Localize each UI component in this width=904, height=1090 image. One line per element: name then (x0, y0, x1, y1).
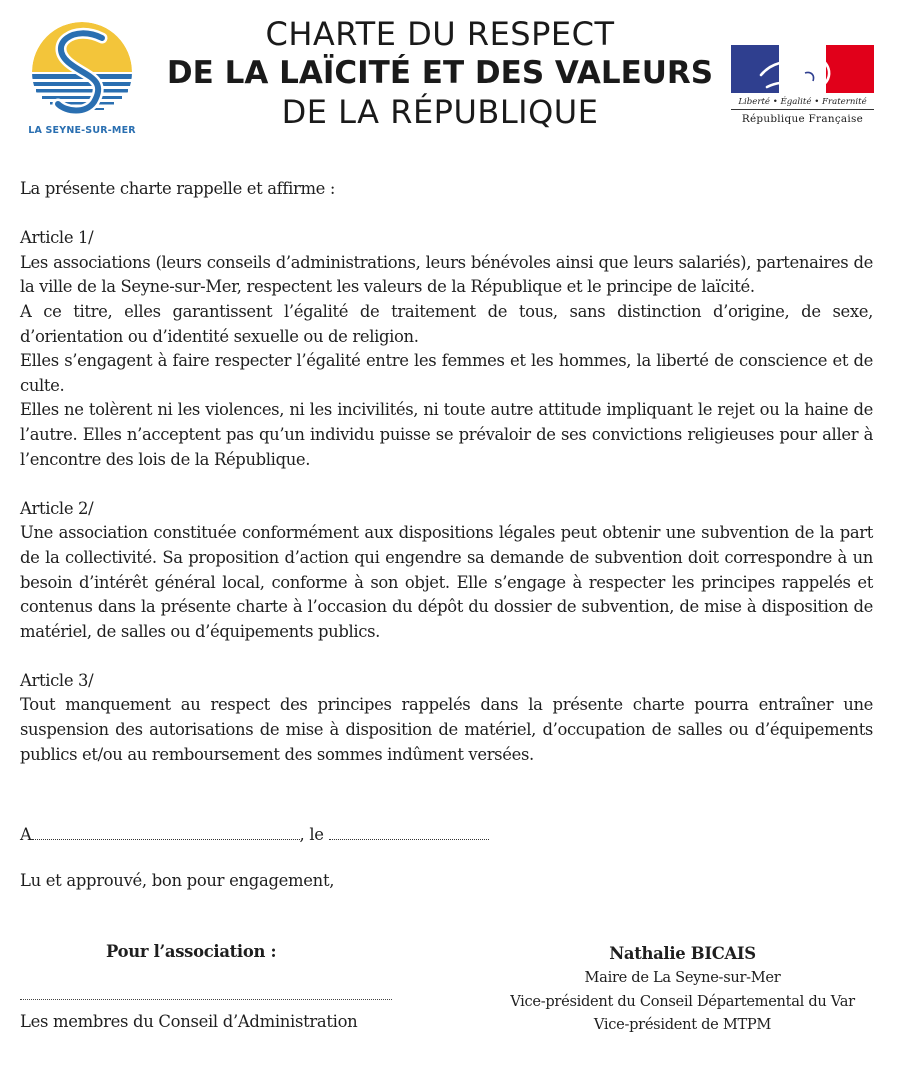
intro-text: La présente charte rappelle et affirme : (20, 179, 336, 198)
title-line-2: DE LA LAÏCITÉ ET DES VALEURS (166, 55, 714, 91)
place-prefix: A (20, 825, 32, 844)
article-2-paragraph: Une association constituée conformément aux dispositions légales peut obtenir une subvention de la part de la collectivité. Sa proposition d’action qui engendre sa demande de subvention doit correspondre à un besoin d’intérêt général local, conforme à son objet. Elle s’engage à respecter les principes rappelés et contenus dans la présente charte à l’occasion du dépôt du dossier de subvention, de mise à disposition de matériel, de salles ou d’équipements publics. (20, 523, 873, 641)
charter-body (20, 177, 873, 767)
document-title (160, 14, 720, 132)
article-1-paragraph: A ce titre, elles garantissent l’égalité de traitement de tous, sans distinction d’origine, de sexe, d’orientation ou d’identité sexuelle ou de religion. (20, 301, 873, 346)
association-signature-line[interactable] (20, 999, 392, 1000)
article-1-paragraph: Les associations (leurs conseils d’administrations, leurs bénévoles ainsi que leurs salariés), partenaires de la ville de la Seyne-sur-Mer, respectent les valeurs de la République et le principe de laïcité. (20, 252, 873, 297)
article-1-paragraph: Elles s’engagent à faire respecter l’égalité entre les femmes et les hommes, la liberté de conscience et de culte. (20, 351, 873, 395)
place-date-line (20, 823, 489, 844)
article-3-title: Article 3/ (20, 670, 94, 690)
la-seyne-logo-text: LA SEYNE-SUR-MER (28, 125, 136, 136)
date-blank-field[interactable] (329, 823, 489, 840)
signer-role: Maire de La Seyne-sur-Mer (584, 969, 781, 986)
article-1-paragraph: Elles ne tolèrent ni les violences, ni les incivilités, ni toute autre attitude impliquant le rejet ou la haine de l’autre. Elles n’acceptent pas qu’un individu puisse se prévaloir de ses convictions religieuses pour aller à l’encontre des lois de la République. (20, 400, 873, 469)
title-line-1: CHARTE DU RESPECT (265, 15, 615, 53)
signer-role: Vice-président de MTPM (593, 1016, 772, 1033)
approval-text: Lu et approuvé, bon pour engagement, (20, 871, 335, 890)
republique-francaise-logo (731, 45, 874, 135)
mayor-signature-block (480, 942, 885, 1037)
la-seyne-emblem-icon (18, 18, 146, 126)
la-seyne-logo (18, 18, 146, 136)
signer-role: Vice-président du Conseil Départemental du Var (510, 992, 855, 1010)
marianne-flag-icon (731, 45, 874, 93)
association-members-label: Les membres du Conseil d’Administration (20, 1012, 358, 1031)
article-3-paragraph: Tout manquement au respect des principes rappelés dans la présente charte pourra entraîner une suspension des autorisations de mise à disposition de matériel, d’occupation de salles ou d’équipements publics et/ou au remboursement des sommes indûment versées. (20, 695, 873, 764)
document-header (0, 0, 904, 150)
place-blank-field[interactable] (32, 823, 300, 840)
republic-label: République Française (741, 113, 864, 125)
title-line-3: DE LA RÉPUBLIQUE (281, 93, 599, 131)
republic-motto: Liberté • Égalité • Fraternité (731, 97, 874, 110)
date-prefix: , le (299, 825, 329, 844)
signer-name: Nathalie BICAIS (609, 944, 756, 963)
article-1-title: Article 1/ (20, 228, 94, 248)
association-signature-title: Pour l’association : (106, 942, 277, 961)
article-2-title: Article 2/ (20, 498, 94, 518)
